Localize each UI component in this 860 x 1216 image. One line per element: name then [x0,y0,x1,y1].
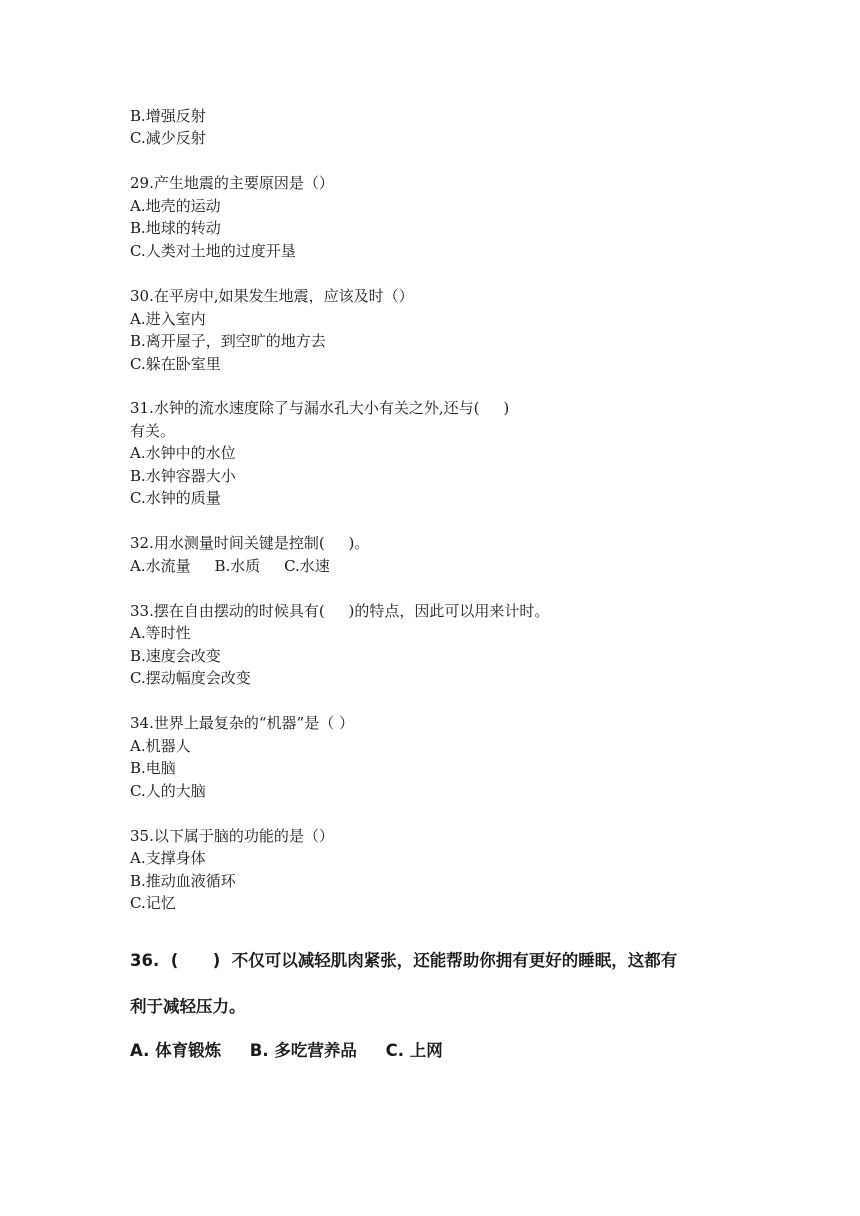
q33-option-c: C.摆动幅度会改变 [130,669,251,687]
q34-stem: 34.世界上最复杂的“机器”是（ ） [130,714,354,732]
q33-stem: 33.摆在自由摆动的时候具有( )的特点，因此可以用来计时。 [130,602,550,620]
q35-option-c: C.记忆 [130,894,176,912]
q36-stem-line2: 利于减轻压力。 [130,997,246,1016]
q36-options: A. 体育锻炼 B. 多吃营养品 C. 上网 [130,1041,443,1060]
q28-option-b: B.增强反射 [130,107,206,125]
q32-stem: 32.用水测量时间关键是控制( )。 [130,534,370,552]
q29-option-b: B.地球的转动 [130,219,221,237]
q35-option-a: A.支撑身体 [130,849,206,867]
q29-option-c: C.人类对土地的过度开垦 [130,242,296,260]
q32-options: A.水流量 B.水质 C.水速 [130,557,330,575]
q30-stem: 30.在平房中,如果发生地震，应该及时（） [130,287,414,305]
q31-stem-line2: 有关。 [130,422,176,440]
q31-option-c: C.水钟的质量 [130,489,221,507]
q30-option-b: B.离开屋子，到空旷的地方去 [130,332,326,350]
q33-option-b: B.速度会改变 [130,647,221,665]
q35-stem: 35.以下属于脑的功能的是（） [130,827,334,845]
q28-option-c: C.减少反射 [130,129,206,147]
q34-option-b: B.电脑 [130,759,176,777]
q31-option-a: A.水钟中的水位 [130,444,236,462]
q33-option-a: A.等时性 [130,624,191,642]
q34-option-c: C.人的大脑 [130,782,206,800]
q31-stem-line1: 31.水钟的流水速度除了与漏水孔大小有关之外,还与( ) [130,399,510,417]
q30-option-a: A.进入室内 [130,310,206,328]
q34-option-a: A.机器人 [130,737,191,755]
q29-option-a: A.地壳的运动 [130,197,221,215]
q35-option-b: B.推动血液循环 [130,872,236,890]
q30-option-c: C.躲在卧室里 [130,355,221,373]
q31-option-b: B.水钟容器大小 [130,467,236,485]
q29-stem: 29.产生地震的主要原因是（） [130,174,334,192]
q36-stem-line1: 36. ( ) 不仅可以减轻肌肉紧张，还能帮助你拥有更好的睡眠，这都有 [130,951,678,970]
